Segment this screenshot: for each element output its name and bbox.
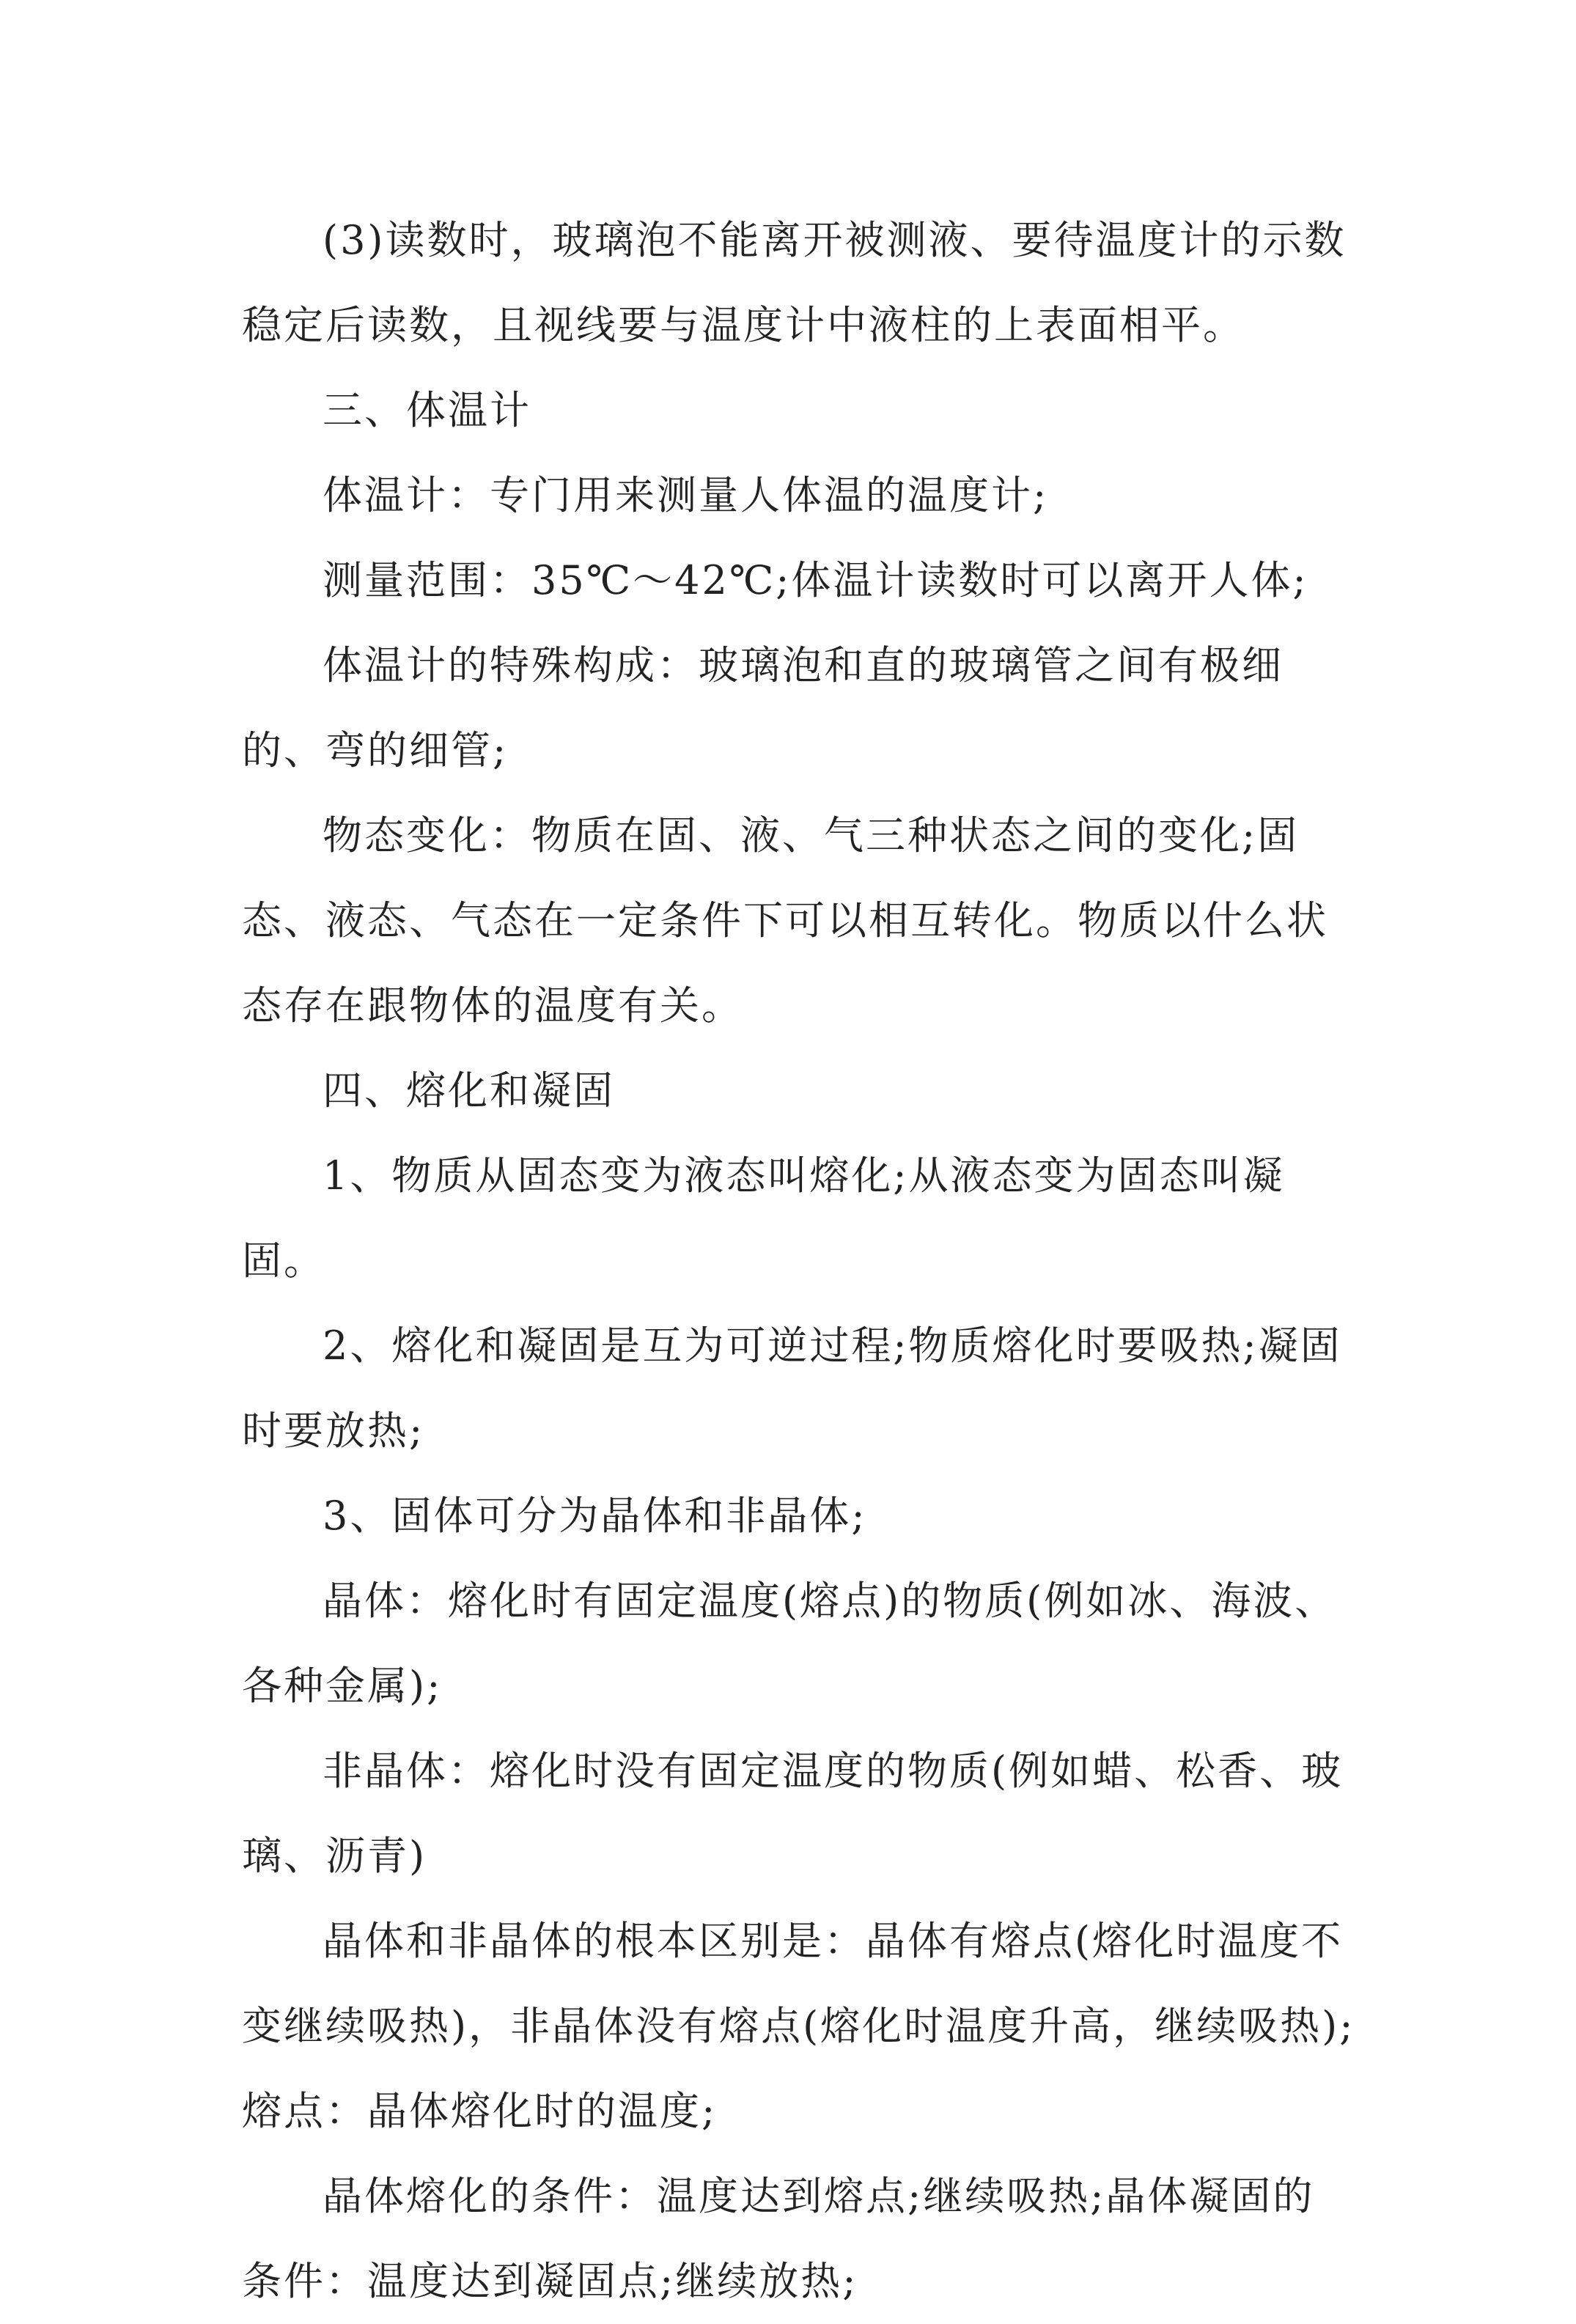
paragraph-state-change: 物态变化：物质在固、液、气三种状态之间的变化;固态、液态、气态在一定条件下可以相互转化。物质以什么状态存在跟物体的温度有关。 bbox=[242, 812, 1328, 1029]
paragraph-special-structure: 体温计的特殊构成：玻璃泡和直的玻璃管之间有极细的、弯的细管; bbox=[242, 642, 1284, 773]
paragraph-thermometer-definition: 体温计：专门用来测量人体温的温度计; bbox=[323, 472, 1049, 518]
section-heading-thermometer: 三、体温计 bbox=[323, 387, 531, 433]
paragraph-reading-rule: (3)读数时，玻璃泡不能离开被测液、要待温度计的示数稳定后读数，且视线要与温度计中液柱的上表面相平。 bbox=[242, 217, 1347, 348]
paragraph-crystal-definition: 晶体：熔化时有固定温度(熔点)的物质(例如冰、海波、各种金属); bbox=[242, 1578, 1337, 1709]
paragraph-melting-definition: 1、物质从固态变为液态叫熔化;从液态变为固态叫凝固。 bbox=[242, 1152, 1285, 1284]
paragraph-solid-types: 3、固体可分为晶体和非晶体; bbox=[323, 1493, 867, 1539]
document-body bbox=[242, 198, 1356, 2324]
section-heading-melting-solidification: 四、熔化和凝固 bbox=[323, 1067, 615, 1114]
paragraph-reversible-process: 2、熔化和凝固是互为可逆过程;物质熔化时要吸热;凝固时要放热; bbox=[242, 1323, 1342, 1454]
paragraph-fundamental-difference: 晶体和非晶体的根本区别是：晶体有熔点(熔化时温度不变继续吸热)，非晶体没有熔点(熔化时温度升高，继续吸热);熔点：晶体熔化时的温度; bbox=[242, 1918, 1355, 2134]
paragraph-measurement-range: 测量范围：35℃～42℃;体温计读数时可以离开人体; bbox=[323, 557, 1308, 603]
paragraph-noncrystal-definition: 非晶体：熔化时没有固定温度的物质(例如蜡、松香、玻璃、沥青) bbox=[242, 1748, 1344, 1879]
paragraph-melting-conditions: 晶体熔化的条件：温度达到熔点;继续吸热;晶体凝固的条件：温度达到凝固点;继续放热; bbox=[242, 2173, 1315, 2304]
